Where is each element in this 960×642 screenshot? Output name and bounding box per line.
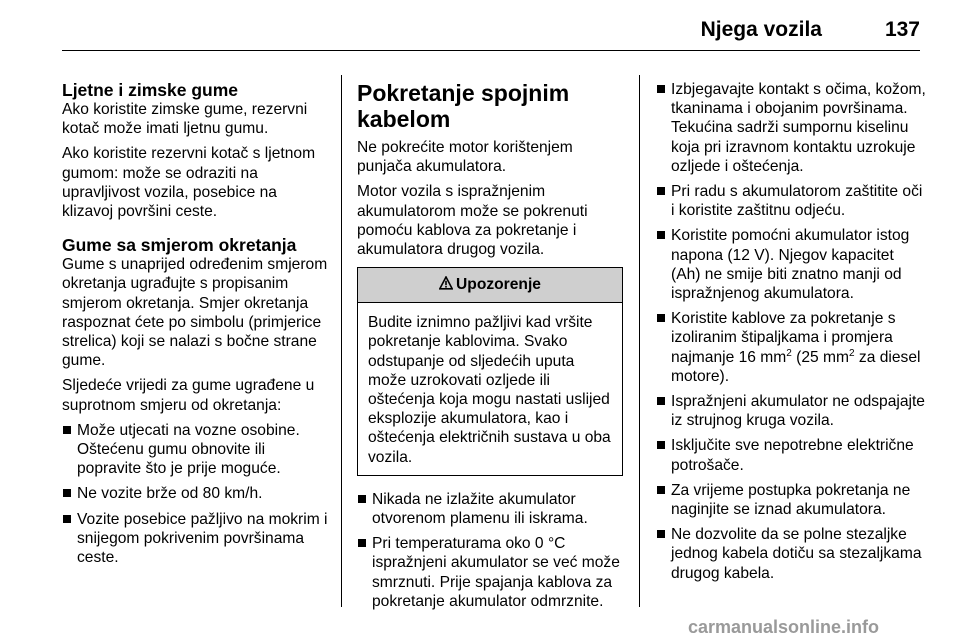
column-divider [639,75,640,607]
paragraph: Ako koristite zimske gume, rezervni kotač može imati ljetnu gumu. [62,101,308,138]
list-item-text: Može utjecati na vozne osobine. Oštećenu gumu obnovite ili popravite što je prije moguće. [77,421,300,478]
bullet-icon [657,85,665,93]
warning-box [357,267,623,476]
list-item-text: Za vrijeme postupka pokretanja ne naginjite se iznad akumulatora. [671,481,911,519]
bullet-icon [358,539,366,547]
column-2 [357,80,623,617]
bullet-list [656,80,926,583]
superscript: 2 [849,347,855,359]
list-item [656,525,926,583]
list-item-text [671,310,920,385]
bullet-icon [63,489,71,497]
watermark: carmanualsonline.info [688,617,880,637]
bullet-icon [657,187,665,195]
list-item [656,80,926,176]
bullet-list [62,421,332,567]
list-item-text: Ispražnjeni akumulator ne odspajajte iz strujnog kruga vozila. [671,393,925,430]
bullet-icon [657,441,665,449]
list-item [62,510,332,568]
bullet-icon [657,314,665,322]
bullet-list [357,490,623,611]
list-item-text: Koristite pomoćni akumulator istog napona (12 V). Njegov kapacitet (Ah) ne smije biti znatno manji od ispražnjenog akumulatora. [671,227,910,303]
list-item [62,484,332,503]
list-item-text: Isključite sve nepotrebne električne potrošače. [671,437,914,474]
paragraph: Ne pokrećite motor korištenjem punjača akumulatora. [357,139,573,176]
paragraph: Motor vozila s ispražnjenim akumulatorom može se pokrenuti pomoću kablova za pokretanje i akumulatora drugog vozila. [357,183,588,259]
list-item [656,481,926,519]
bullet-icon [63,515,71,523]
bullet-icon [657,397,665,405]
warning-header [358,268,622,303]
paragraph: Sljedeće vrijedi za gume ugrađene u suprotnom smjeru od okretanja: [62,377,315,414]
list-item [656,309,926,386]
bullet-icon [657,530,665,538]
warning-triangle-icon [439,276,453,290]
section-title-directional-tyres: Gume sa smjerom okretanja [62,235,297,256]
superscript: 2 [786,347,792,359]
text-fragment: (25 mm [791,348,850,366]
list-item-text: Ne dozvolite da se polne stezaljke jednog kabela dotiču sa stezaljkama drugog kabela. [671,526,922,582]
list-item-text: Vozite posebice pažljivo na mokrim i snijegom pokrivenim površinama ceste. [77,510,328,567]
list-item-text: Ne vozite brže od 80 km/h. [77,485,263,503]
bullet-icon [63,426,71,434]
header-title: Njega vozila [700,18,822,41]
page-number: 137 [884,18,920,41]
column-1 [62,80,332,573]
list-item [656,436,926,474]
column-divider [341,75,342,607]
list-item-text: Pri radu s akumulatorom zaštitite oči i koristite zaštitnu odjeću. [671,183,923,220]
bullet-icon [657,231,665,239]
column-3 [656,80,926,589]
warning-heading: Upozorenje [456,276,541,294]
list-item-text: Pri temperaturama oko 0 °C ispražnjeni akumulator se već može smrznuti. Prije spajanja kablova za pokretanje akumulator odmrznite. [372,535,620,610]
list-item [656,392,926,430]
bullet-icon [358,495,366,503]
list-item-text: Izbjegavajte kontakt s očima, kožom, tkaninama i obojanim površinama. Tekućina sadrži sumpornu kiselinu koja pri izravnom kontaktu uzrokuje ozljede i oštećenja. [671,81,926,175]
section-title-summer-winter: Ljetne i zimske gume [62,80,239,100]
paragraph: Ako koristite rezervni kotač s ljetnom gumom: može se odraziti na upravljivost vozila, posebice na klizavoj površini ceste. [62,145,316,221]
text-fragment: Koristite kablove za pokretanje s izoliranim štipaljkama i promjera najmanje 16 mm [671,310,896,366]
page-header [62,14,920,51]
section-title-jump-start: Pokretanje spojnim kabelom [357,80,570,132]
paragraph: Gume s unaprijed određenim smjerom okretanja ugrađujte s propisanim smjerom okretanja. Smjer okretanja raspoznat ćete po simbolu (primjerice strelica) koji se nalazi s bočne strane gume. [62,256,328,370]
list-item [62,421,332,479]
text-fragment: za diesel motore). [671,348,921,385]
warning-body: Budite iznimno pažljivi kad vršite pokretanje kablovima. Svako odstupanje od sljedećih uputa može uzrokovati ozljede ili oštećenja koja mogu nastati uslijed eksplozije akumulatora, kao i oštećenja električnih sustava u oba vozila. [368,314,611,466]
list-item [656,226,926,303]
bullet-icon [657,486,665,494]
list-item [357,490,623,528]
list-item-text: Nikada ne izlažite akumulator otvorenom plamenu ili iskrama. [372,490,588,528]
list-item [357,534,623,611]
list-item [656,182,926,220]
